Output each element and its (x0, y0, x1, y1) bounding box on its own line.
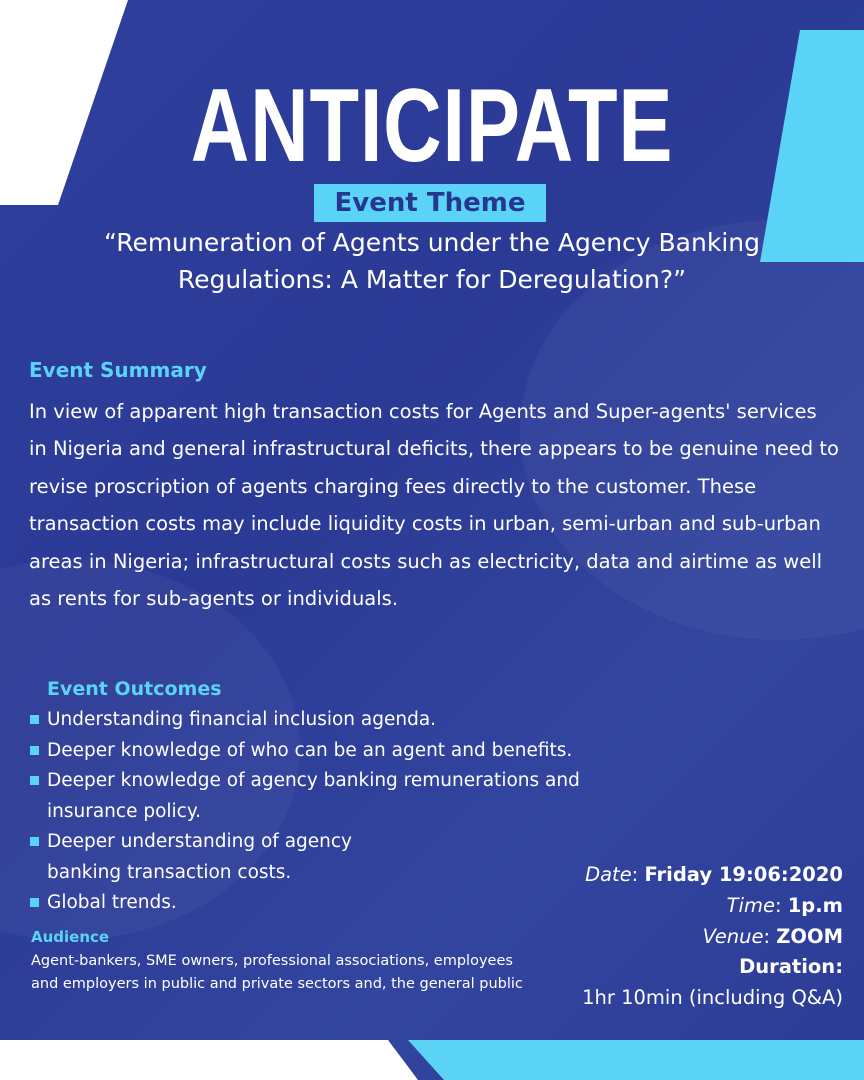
audience-heading: Audience (31, 928, 110, 946)
event-theme-text: “Remuneration of Agents under the Agency Banking Regulations: A Matter for Deregulation?” (104, 228, 760, 294)
venue-value: ZOOM (776, 924, 843, 948)
event-summary-text: In view of apparent high transaction costs for Agents and Super-agents' services in Nigeria and general infrastructural deficits, there appears to be genuine need to revise proscription of agents charging fees directly to the customer. These transaction costs may include liquidity costs in urban, semi-urban and sub-urban areas in Nigeria; infrastructural costs such as electricity, data and airtime as well as rents for sub-agents or individuals. (29, 400, 839, 611)
square-bullet-icon (30, 715, 39, 724)
page-title: ANTICIPATE (190, 68, 674, 184)
event-theme-label: Event Theme (314, 184, 546, 222)
list-item (30, 766, 647, 827)
square-bullet-icon (30, 898, 39, 907)
list-item (30, 705, 647, 736)
list-item (30, 827, 427, 888)
time-label: Time (726, 893, 775, 917)
list-item (30, 888, 427, 919)
duration-value: 1hr 10min (including Q&A) (582, 986, 843, 1010)
time-line: Time: 1p.m (726, 893, 843, 917)
event-details (582, 860, 843, 1014)
square-bullet-icon (30, 837, 39, 846)
outcome-text: Deeper understanding of agency banking transaction costs. (47, 831, 353, 883)
event-outcomes-list (30, 705, 670, 919)
outcome-text: Global trends. (47, 892, 177, 913)
cyan-corner-shape-bottom-right (408, 1040, 864, 1080)
event-summary-heading: Event Summary (29, 358, 207, 382)
white-corner-shape-bottom-left (0, 1040, 420, 1080)
outcome-text: Deeper knowledge of agency banking remunerations and insurance policy. (47, 770, 580, 822)
date-value: Friday 19:06:2020 (644, 863, 843, 886)
date-line: Date: Friday 19:06:2020 (585, 863, 843, 886)
event-outcomes-heading: Event Outcomes (47, 678, 222, 700)
outcome-text: Understanding financial inclusion agenda. (47, 709, 437, 730)
outcome-text: Deeper knowledge of who can be an agent and benefits. (47, 739, 573, 761)
venue-line: Venue: ZOOM (702, 924, 843, 948)
duration-line (582, 952, 843, 983)
list-item (30, 736, 687, 767)
venue-label: Venue (702, 924, 764, 948)
square-bullet-icon (30, 746, 39, 755)
time-value: 1p.m (787, 893, 843, 917)
audience-text: Agent-bankers, SME owners, professional associations, employees and employers in public and private sectors and, the general public (31, 953, 523, 992)
square-bullet-icon (30, 776, 39, 785)
duration-value-line (582, 983, 843, 1014)
duration-label: Duration: (739, 955, 843, 979)
date-label: Date (585, 863, 632, 886)
